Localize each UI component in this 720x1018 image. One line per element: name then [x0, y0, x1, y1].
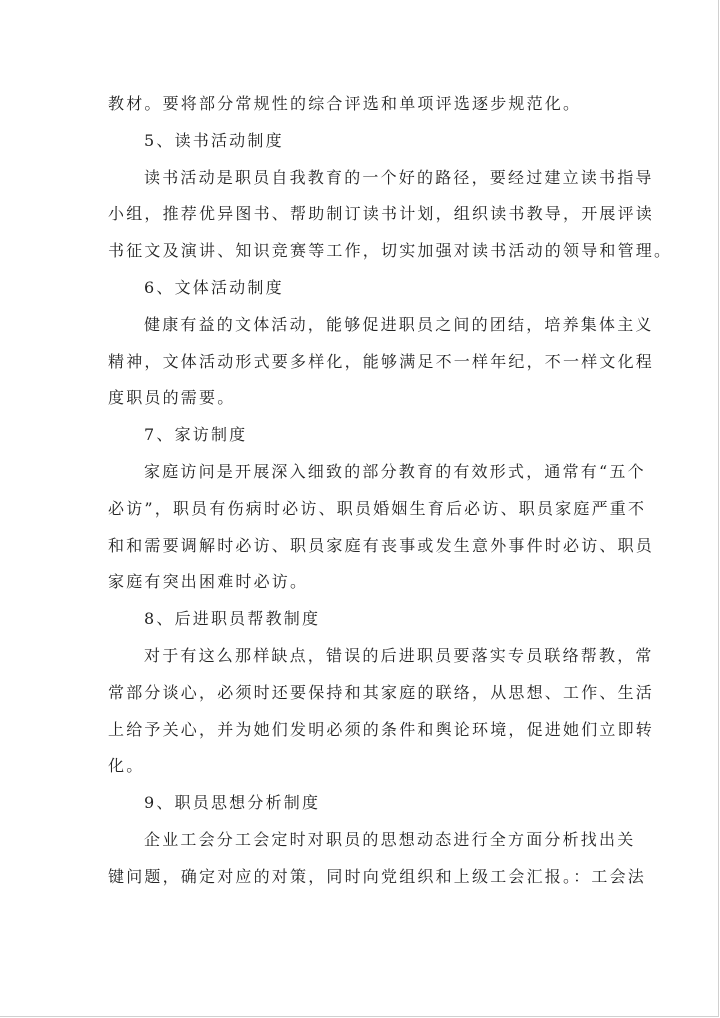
text-line: 和和需要调解时必访、职员家庭有丧事或发生意外事件时必访、职员 [108, 535, 655, 555]
text-line: 教材。要将部分常规性的综合评选和单项评选逐步规范化。 [108, 94, 582, 113]
text-line: 对于有这么那样缺点，错误的后进职员要落实专员联络帮教，常 [144, 645, 654, 665]
text-line: 键问题，确定对应的对策，同时向党组织和上级工会汇报。：工会法 [108, 866, 647, 886]
text-line: 度职员的需要。 [108, 388, 236, 408]
text-line: 必访”，职员有伤病时必访、职员婚姻生育后必访、职员家庭严重不 [108, 498, 647, 518]
text-line: 精神，文体活动形式要多样化，能够满足不一样年纪，不一样文化程 [108, 351, 655, 371]
text-line: 9、职员思想分析制度 [144, 793, 321, 813]
text-line: 8、后进职员帮教制度 [144, 609, 321, 629]
text-line: 常部分谈心，必须时还要保持和其家庭的联络，从思想、工作、生活 [108, 682, 655, 702]
document-body [108, 86, 673, 896]
text-line: 化。 [108, 756, 145, 776]
text-line: 企业工会分工会定时对职员的思想动态进行全方面分析找出关 [144, 829, 636, 849]
text-line: 家庭访问是开展深入细致的部分教育的有效形式，通常有“五个 [144, 461, 646, 481]
text-line: 上给予关心，并为她们发明必须的条件和舆论环境，促进她们立即转 [108, 719, 655, 739]
text-line: 5、读书活动制度 [144, 130, 284, 150]
text-line: 6、文体活动制度 [144, 277, 284, 297]
text-line: 读书活动是职员自我教育的一个好的路径，要经过建立读书指导 [144, 167, 654, 187]
text-line: 小组，推荐优异图书、帮助制订读书计划，组织读书教导，开展评读 [108, 204, 655, 224]
text-line: 7、家访制度 [144, 425, 248, 445]
text-line: 健康有益的文体活动，能够促进职员之间的团结，培养集体主义 [144, 314, 654, 334]
text-line: 书征文及演讲、知识竞赛等工作，切实加强对读书活动的领导和管理。 [108, 241, 673, 261]
text-line: 家庭有突出困难时必访。 [108, 572, 309, 592]
